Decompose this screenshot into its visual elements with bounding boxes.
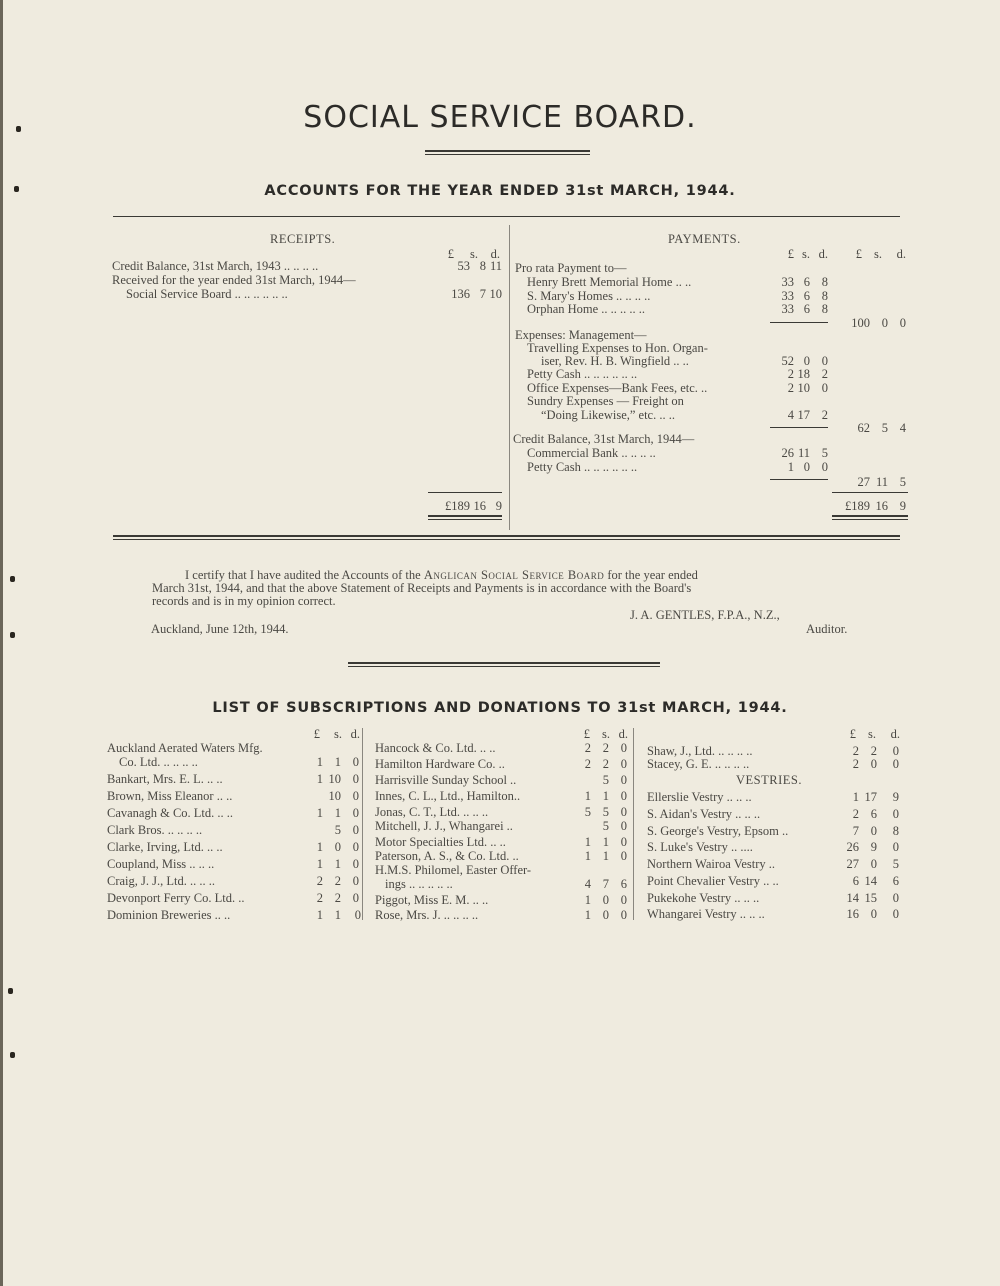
vestry-row: S. Aidan's Vestry .. .. .. 2 6 0: [647, 807, 899, 821]
subscription-row: Paterson, A. S., & Co. Ltd. .. 1 1 0: [375, 849, 627, 863]
payment-subtotal: 100 0 0: [851, 316, 906, 330]
subscription-row: Devonport Ferry Co. Ltd. .. 2 2 0: [107, 891, 359, 905]
subscription-row: Mitchell, J. J., Whangarei .. 5 0: [375, 819, 627, 833]
payment-row: Sundry Expenses — Freight on: [527, 394, 684, 408]
auditor-signature: J. A. GENTLES, F.P.A., N.Z.,: [630, 608, 780, 622]
payment-row: “Doing Likewise,” etc. .. .. 4 17 2: [541, 408, 828, 422]
vestries-subheading: VESTRIES.: [736, 773, 802, 787]
col-pounds: £: [447, 247, 454, 261]
column-divider: [362, 728, 363, 920]
subscription-row: Hamilton Hardware Co. .. 2 2 0: [375, 757, 627, 771]
col-pounds-total: £: [855, 247, 862, 261]
audit-line-1: I certify that I have audited the Accounts of the Anglican Social Service Board for the year ended: [185, 568, 698, 582]
vestry-row: S. Luke's Vestry .. .... 26 9 0: [647, 840, 899, 854]
vestry-row: Whangarei Vestry .. .. .. 16 0 0: [647, 907, 899, 921]
payments-total-rule: [832, 492, 908, 493]
subscription-row: Motor Specialties Ltd. .. .. 1 1 0: [375, 835, 627, 849]
receipt-row: Received for the year ended 31st March, 1944—: [112, 273, 356, 287]
subscription-row: Rose, Mrs. J. .. .. .. .. 1 0 0: [375, 908, 627, 922]
section-heading: Pro rata Payment to—: [515, 261, 627, 275]
col-shillings: s.: [470, 247, 478, 261]
payment-row: Commercial Bank .. .. .. .. 26 11 5: [527, 446, 828, 460]
payment-row: Orphan Home .. .. .. .. .. 33 6 8: [527, 302, 828, 316]
page-title: SOCIAL SERVICE BOARD.: [303, 100, 697, 135]
col-shillings: s.: [334, 727, 342, 741]
payment-row: Travelling Expenses to Hon. Organ-: [527, 341, 708, 355]
subscription-row: Shaw, J., Ltd. .. .. .. .. 2 2 0: [647, 744, 899, 758]
margin-mark: [8, 988, 13, 994]
subscription-row: Auckland Aerated Waters Mfg.: [107, 741, 263, 755]
payment-row: iser, Rev. H. B. Wingfield .. .. 52 0 0: [541, 354, 828, 368]
accounts-top-rule: [113, 216, 900, 217]
subscription-row: Stacey, G. E. .. .. .. .. 2 0 0: [647, 757, 899, 771]
title-rule: [425, 150, 590, 155]
payment-row: Henry Brett Memorial Home .. .. 33 6 8: [527, 275, 828, 289]
col-pence: d.: [818, 247, 828, 261]
subscription-row: Jonas, C. T., Ltd. .. .. .. 5 5 0: [375, 805, 627, 819]
subscription-row: Craig, J. J., Ltd. .. .. .. 2 2 0: [107, 874, 359, 888]
subscription-row: Hancock & Co. Ltd. .. .. 2 2 0: [375, 741, 627, 755]
col-pence: d.: [890, 727, 900, 741]
margin-mark: [10, 576, 15, 582]
payment-subtotal: 27 11 5: [857, 475, 906, 489]
subscription-row: Cavanagh & Co. Ltd. .. .. 1 1 0: [107, 806, 359, 820]
vestry-row: S. George's Vestry, Epsom .. 7 0 8: [647, 824, 899, 838]
vestry-row: Northern Wairoa Vestry .. 27 0 5: [647, 857, 899, 871]
margin-mark: [10, 632, 15, 638]
audit-place-date: Auckland, June 12th, 1944.: [151, 622, 289, 636]
col-pence: d.: [618, 727, 628, 741]
receipts-total-double-rule: [428, 515, 502, 520]
payment-subtotal: 62 5 4: [857, 421, 906, 435]
section-divider-rule: [348, 662, 660, 667]
vestry-row: Pukekohe Vestry .. .. .. 14 15 0: [647, 891, 899, 905]
payments-heading: PAYMENTS.: [668, 232, 741, 246]
col-pence-total: d.: [896, 247, 906, 261]
col-shillings: s.: [602, 727, 610, 741]
col-pounds: £: [787, 247, 794, 261]
auditor-role: Auditor.: [806, 622, 848, 636]
org-name: Anglican Social Service Board: [423, 568, 605, 582]
payments-total: £189 16 9: [845, 499, 906, 513]
audit-line-3: records and is in my opinion correct.: [152, 594, 336, 608]
subscription-row: Clark Bros. .. .. .. .. 5 0: [107, 823, 359, 837]
receipts-heading: RECEIPTS.: [270, 232, 336, 246]
subscription-row: Coupland, Miss .. .. .. 1 1 0: [107, 857, 359, 871]
subscription-row: Dominion Breweries .. .. 1 1 0: [107, 908, 361, 922]
payment-row: Petty Cash .. .. .. .. .. .. 1 0 0: [527, 460, 828, 474]
receipts-total-rule: [428, 492, 502, 493]
payments-total-double-rule: [832, 515, 908, 520]
payment-row: Petty Cash .. .. .. .. .. .. 2 18 2: [527, 367, 828, 381]
section-heading: Credit Balance, 31st March, 1944—: [513, 432, 695, 446]
col-pounds: £: [313, 727, 320, 741]
payment-row: S. Mary's Homes .. .. .. .. 33 6 8: [527, 289, 828, 303]
subscription-row: Bankart, Mrs. E. L. .. .. 1 10 0: [107, 772, 359, 786]
accounts-heading: ACCOUNTS FOR THE YEAR ENDED 31st MARCH, 1944.: [264, 183, 736, 199]
receipts-total: £189 16 9: [445, 499, 502, 513]
column-divider: [509, 225, 510, 530]
col-shillings: s.: [868, 727, 876, 741]
accounts-bottom-rule: [113, 535, 900, 540]
subscription-row: Brown, Miss Eleanor .. .. 10 0: [107, 789, 359, 803]
vestry-row: Point Chevalier Vestry .. .. 6 14 6: [647, 874, 899, 888]
col-pounds: £: [849, 727, 856, 741]
receipt-row: Social Service Board .. .. .. .. .. .. 136 7 10: [126, 287, 502, 301]
col-shillings-total: s.: [874, 247, 882, 261]
vestry-row: Ellerslie Vestry .. .. .. 1 17 9: [647, 790, 899, 804]
subscription-row: Clarke, Irving, Ltd. .. .. 1 0 0: [107, 840, 359, 854]
subscription-row: Co. Ltd. .. .. .. .. 1 1 0: [119, 755, 359, 769]
col-shillings: s.: [802, 247, 810, 261]
col-pounds: £: [583, 727, 590, 741]
column-divider: [633, 728, 634, 920]
audit-line-2: March 31st, 1944, and that the above Statement of Receipts and Payments is in accordance with the Board's: [152, 581, 692, 595]
subscriptions-heading: LIST OF SUBSCRIPTIONS AND DONATIONS TO 31st MARCH, 1944.: [212, 700, 788, 716]
receipt-row: Credit Balance, 31st March, 1943 .. .. .. .. 53 8 11: [112, 259, 502, 273]
col-pence: d.: [350, 727, 360, 741]
col-pence: d.: [490, 247, 500, 261]
section-heading: Expenses: Management—: [515, 328, 647, 342]
margin-mark: [10, 1052, 15, 1058]
subscription-row: ings .. .. .. .. .. 4 7 6: [385, 877, 627, 891]
subscription-row: Piggot, Miss E. M. .. .. 1 0 0: [375, 893, 627, 907]
subscription-row: Harrisville Sunday School .. 5 0: [375, 773, 627, 787]
subscription-row: H.M.S. Philomel, Easter Offer-: [375, 863, 532, 877]
subscription-row: Innes, C. L., Ltd., Hamilton.. 1 1 0: [375, 789, 627, 803]
payment-row: Office Expenses—Bank Fees, etc. .. 2 10 0: [527, 381, 828, 395]
